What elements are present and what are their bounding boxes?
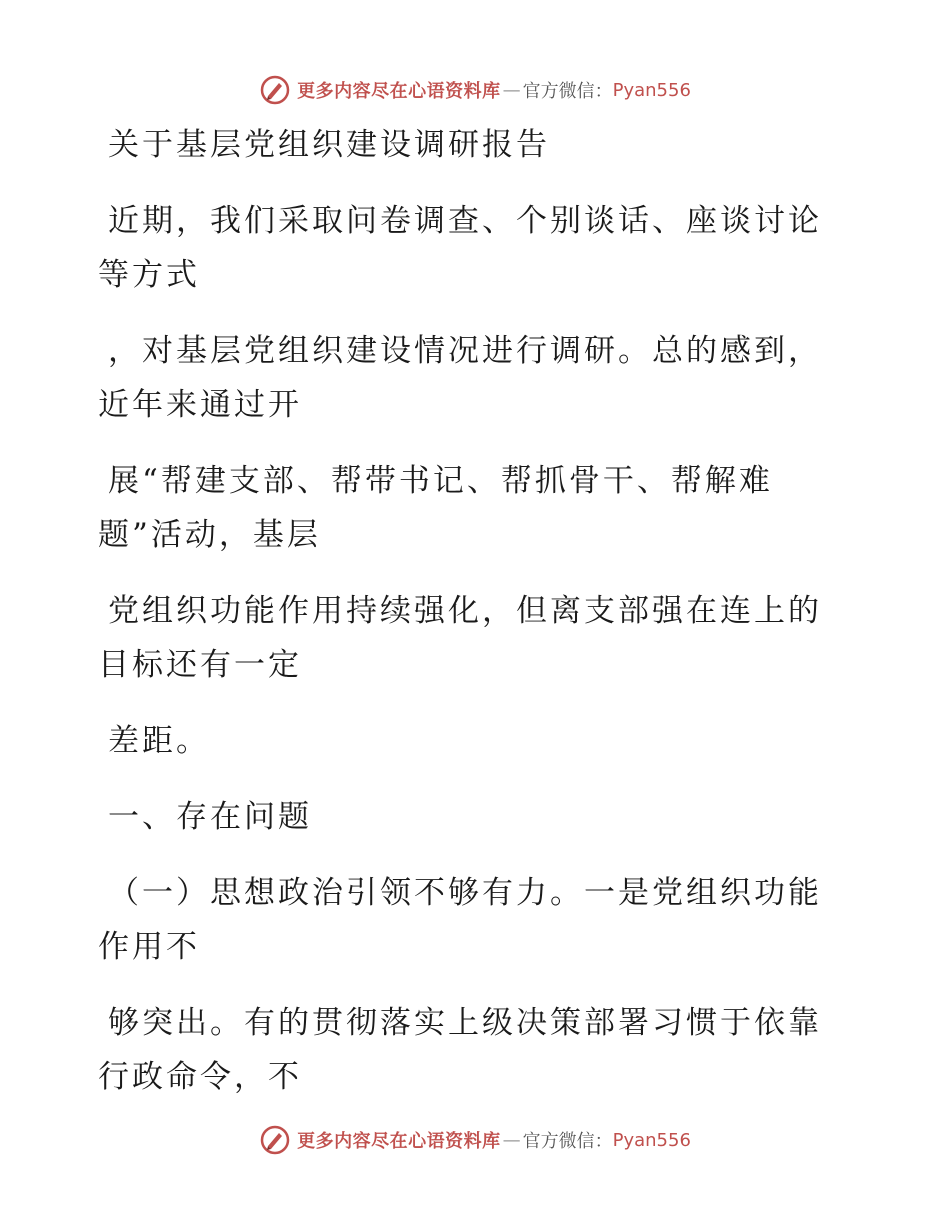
watermark-banner-top — [0, 70, 950, 110]
watermark-separator: — — [502, 1129, 521, 1151]
paragraph: ，对基层党组织建设情况进行调研。总的感到，近年来通过开 — [98, 333, 822, 423]
watermark-sub-text: 官方微信： — [522, 1131, 613, 1152]
watermark-wechat-id: Pyan556 — [612, 1129, 691, 1151]
section-heading: 一、存在问题 — [108, 799, 312, 835]
watermark-wechat-id: Pyan556 — [612, 79, 691, 101]
pen-logo-icon — [259, 74, 291, 106]
pen-logo-icon — [259, 1124, 291, 1156]
paragraph: 差距。 — [108, 723, 210, 759]
watermark-sub-text: 官方微信： — [522, 81, 613, 102]
paragraph: （一）思想政治引领不够有力。一是党组织功能作用不 — [98, 875, 822, 965]
watermark-banner-bottom — [0, 1120, 950, 1160]
document-body — [98, 118, 838, 1126]
paragraph: 够突出。有的贯彻落实上级决策部署习惯于依靠行政命令，不 — [98, 1005, 822, 1095]
document-title: 关于基层党组织建设调研报告 — [108, 127, 550, 163]
watermark-main-text: 更多内容尽在心语资料库 — [297, 81, 501, 102]
paragraph: 展“帮建支部、帮带书记、帮抓骨干、帮解难题”活动，基层 — [98, 463, 773, 553]
watermark-separator: — — [502, 79, 521, 101]
paragraph: 近期，我们采取问卷调查、个别谈话、座谈讨论等方式 — [98, 203, 822, 293]
paragraph: 党组织功能作用持续强化，但离支部强在连上的目标还有一定 — [98, 593, 822, 683]
watermark-main-text: 更多内容尽在心语资料库 — [297, 1131, 501, 1152]
